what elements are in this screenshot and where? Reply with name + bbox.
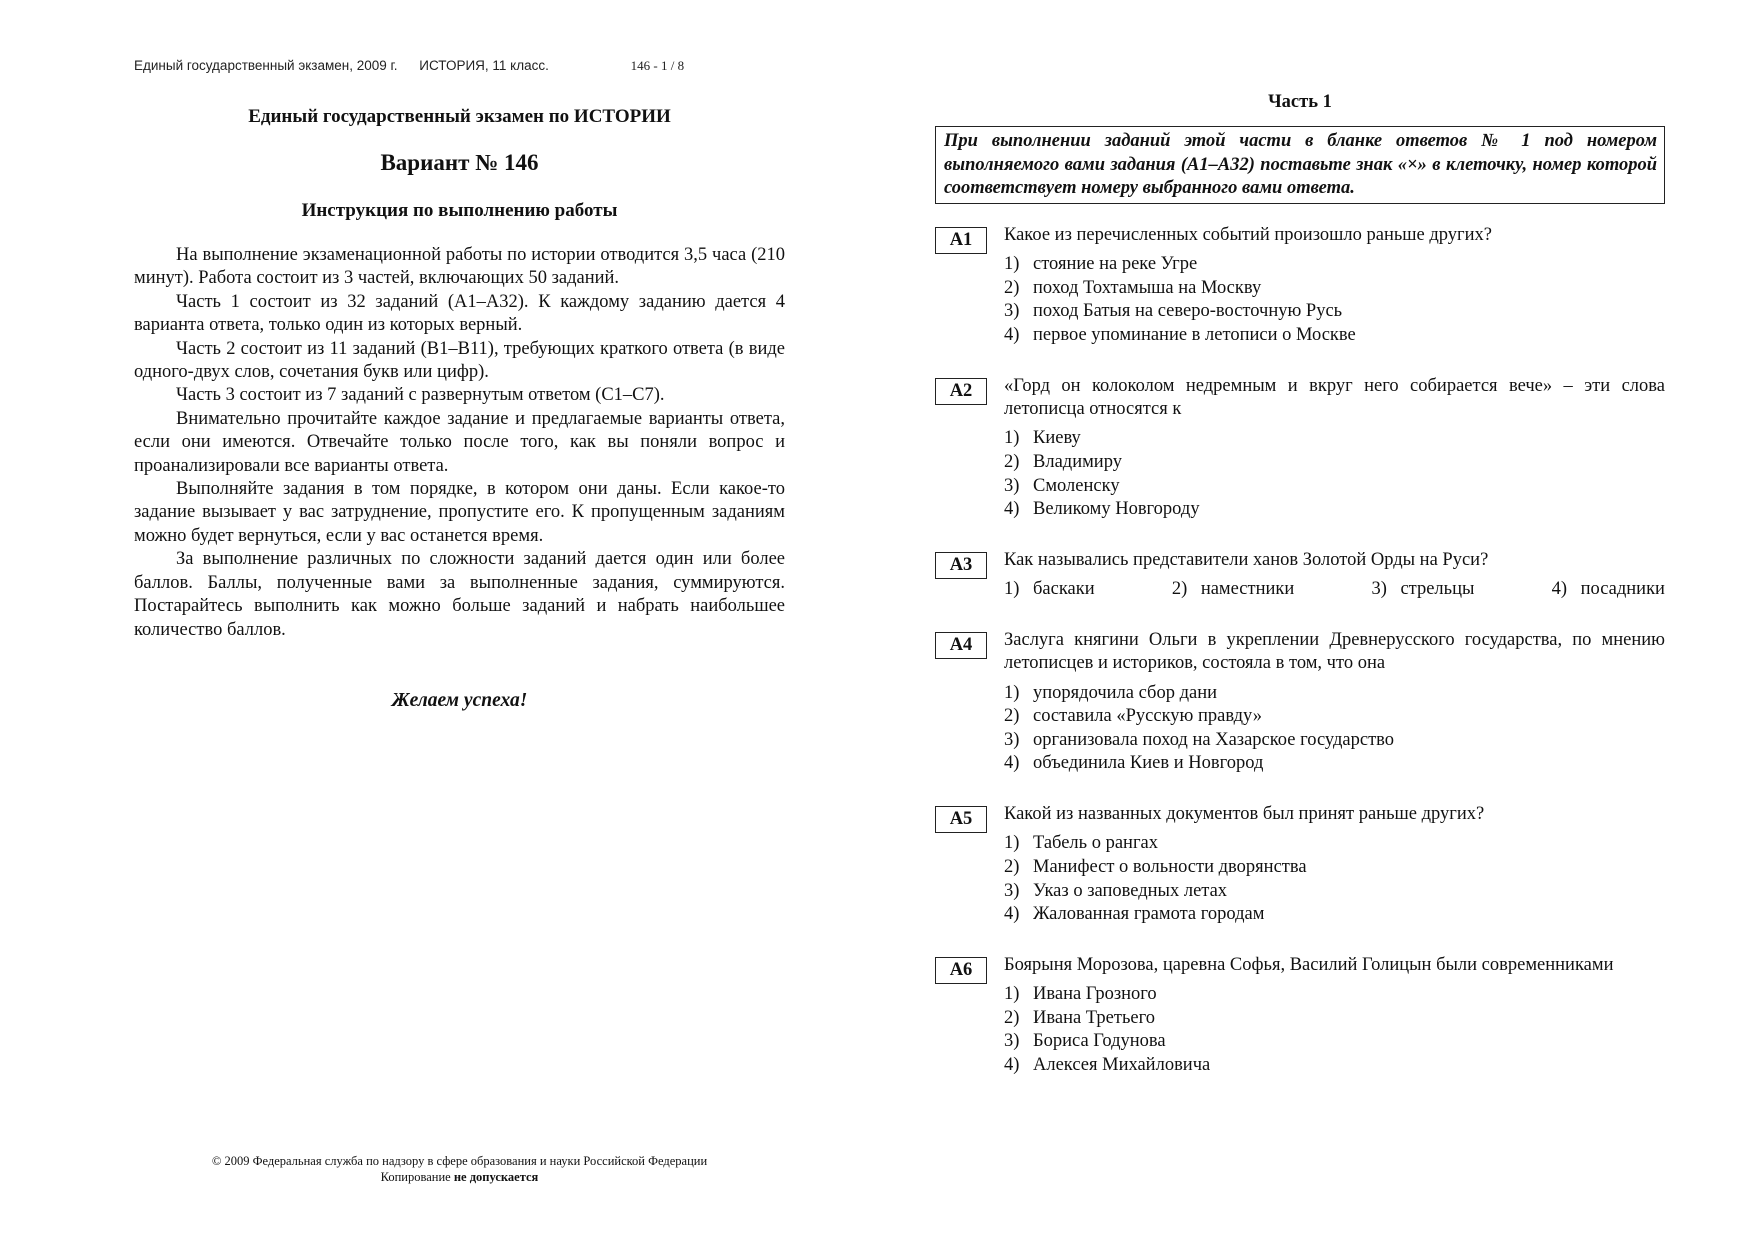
option-text: Алексея Михайловича <box>1033 1054 1211 1075</box>
option-number: 3) <box>1371 579 1387 600</box>
option-text: Великому Новгороду <box>1033 499 1200 520</box>
question-label: А4 <box>935 632 987 659</box>
option-number: 3) <box>1004 475 1020 496</box>
question-list <box>935 224 1665 1078</box>
copy-notice-emphasis: не допускается <box>453 1169 539 1184</box>
question-a3 <box>935 549 1665 602</box>
option-number: 1) <box>1004 428 1020 449</box>
question-label: А3 <box>935 552 987 579</box>
answer-option[interactable] <box>1004 578 1095 602</box>
option-text: Владимиру <box>1033 451 1122 472</box>
running-header <box>134 58 785 74</box>
document-title: Единый государственный экзамен по ИСТОРИИ <box>248 106 671 127</box>
question-a2 <box>935 375 1665 522</box>
answer-option[interactable] <box>1004 1054 1665 1078</box>
option-number: 4) <box>1004 324 1020 345</box>
instructions-paragraph: Часть 3 состоит из 7 заданий с развернутым ответом (С1–С7). <box>176 385 665 406</box>
question-text: Боярыня Морозова, царевна Софья, Василий Голицын были современниками <box>1004 954 1614 975</box>
copyright-line: © 2009 Федеральная служба по надзору в сфере образования и науки Российской Федерации <box>211 1154 708 1168</box>
option-number: 2) <box>1004 451 1020 472</box>
option-text: первое упоминание в летописи о Москве <box>1033 324 1356 345</box>
option-number: 2) <box>1004 277 1020 298</box>
answer-option[interactable] <box>1004 1007 1665 1031</box>
question-text: «Горд он колоколом недремным и вкруг него собирается вече» – эти слова летописца относятся к <box>1004 375 1665 419</box>
option-text: стояние на реке Угре <box>1033 254 1198 275</box>
option-number: 3) <box>1004 1031 1020 1052</box>
question-label: А1 <box>935 227 987 254</box>
left-page <box>134 58 785 712</box>
instructions-paragraph: Часть 1 состоит из 32 заданий (А1–А32). К каждому заданию дается 4 варианта ответа, только один из которых верный. <box>134 291 785 336</box>
option-text: наместники <box>1200 579 1295 600</box>
answer-option[interactable] <box>1004 983 1665 1007</box>
answer-option[interactable] <box>1004 1030 1665 1054</box>
option-text: Смоленску <box>1033 475 1120 496</box>
answer-option[interactable] <box>1004 832 1665 856</box>
answer-option[interactable] <box>1004 705 1665 729</box>
answer-option[interactable] <box>1004 880 1665 904</box>
option-number: 1) <box>1004 579 1020 600</box>
question-text: Как назывались представители ханов Золотой Орды на Руси? <box>1004 549 1489 570</box>
answer-options <box>1004 832 1665 926</box>
copyright-footer <box>134 1154 785 1185</box>
question-a1 <box>935 224 1665 348</box>
instructions-paragraph: На выполнение экзаменационной работы по истории отводится 3,5 часа (210 минут). Работа состоит из 3 частей, включающих 50 заданий. <box>134 245 785 289</box>
option-text: Киеву <box>1033 428 1081 449</box>
option-text: Ивана Третьего <box>1033 1007 1155 1028</box>
option-text: Манифест о вольности дворянства <box>1033 856 1307 877</box>
answer-option[interactable] <box>1004 475 1665 499</box>
question-text: Какое из перечисленных событий произошло раньше других? <box>1004 224 1492 245</box>
instructions-paragraph: За выполнение различных по сложности заданий дается один или более баллов. Баллы, полученные вами за выполненные задания, суммируются. Постарайтесь выполнить как можно больше заданий и набрать наибольшее количество баллов. <box>134 549 785 640</box>
option-number: 2) <box>1004 706 1020 727</box>
option-number: 2) <box>1171 579 1188 600</box>
option-text: поход Батыя на северо-восточную Русь <box>1033 301 1343 322</box>
option-text: стрельцы <box>1400 579 1475 600</box>
answer-option[interactable] <box>1004 682 1665 706</box>
answer-option[interactable] <box>1004 324 1665 348</box>
part-instruction-box: При выполнении заданий этой части в бланке ответов № 1 под номером выполняемого вами задания (А1–А32) поставьте знак «×» в клеточку, номер которой соответствует номеру выбранного вами ответа. <box>935 126 1665 204</box>
header-exam: Единый государственный экзамен, 2009 г. <box>134 58 398 73</box>
option-number: 4) <box>1004 499 1020 520</box>
instructions-text <box>134 244 785 642</box>
question-a6 <box>935 954 1665 1078</box>
question-a5 <box>935 803 1665 927</box>
answer-options <box>1004 682 1665 776</box>
instructions-paragraph: Внимательно прочитайте каждое задание и предлагаемые варианты ответа, если они имеются. Отвечайте только после того, как вы поняли вопрос и проанализировали все варианты ответа. <box>134 408 785 476</box>
instructions-paragraph: Выполняйте задания в том порядке, в котором они даны. Если какое-то задание вызывает у вас затруднение, пропустите его. К пропущенным заданиям можно будет вернуться, если у вас останется время. <box>134 479 785 546</box>
answer-options <box>1004 253 1665 347</box>
option-text: Жалованная грамота городам <box>1033 904 1265 925</box>
answer-option[interactable] <box>1552 578 1665 602</box>
option-text: составила «Русскую правду» <box>1033 706 1263 727</box>
answer-option[interactable] <box>1004 277 1665 301</box>
instructions-paragraph: Часть 2 состоит из 11 заданий (В1–В11), требующих краткого ответа (в виде одного-двух слов, сочетания букв или цифр). <box>134 338 785 383</box>
answer-options <box>1004 427 1665 521</box>
answer-option[interactable] <box>1004 300 1665 324</box>
answer-options <box>1004 983 1665 1077</box>
question-label: А6 <box>935 957 987 984</box>
question-a4 <box>935 629 1665 776</box>
header-subject: ИСТОРИЯ, 11 класс. <box>419 58 549 73</box>
option-text: объединила Киев и Новгород <box>1033 753 1264 774</box>
option-text: Бориса Годунова <box>1033 1031 1166 1052</box>
option-number: 4) <box>1004 1054 1020 1075</box>
option-number: 1) <box>1004 682 1020 703</box>
option-number: 2) <box>1004 856 1020 877</box>
option-number: 1) <box>1004 984 1020 1005</box>
option-text: посадники <box>1580 579 1665 600</box>
option-number: 1) <box>1004 254 1020 275</box>
option-number: 3) <box>1004 301 1020 322</box>
part-title: Часть 1 <box>1268 92 1332 112</box>
answer-options <box>1004 578 1665 602</box>
question-text: Заслуга княгини Ольги в укреплении Древнерусского государства, по мнению летописцев и историков, состояла в том, что она <box>1004 629 1665 674</box>
answer-option[interactable] <box>1004 903 1665 927</box>
answer-option[interactable] <box>1004 253 1665 277</box>
option-text: упорядочила сбор дани <box>1033 682 1218 703</box>
question-label: А5 <box>935 806 987 833</box>
option-text: организовала поход на Хазарское государство <box>1033 729 1395 750</box>
answer-option[interactable] <box>1004 498 1665 522</box>
option-number: 4) <box>1551 579 1568 600</box>
answer-option[interactable] <box>1004 427 1665 451</box>
option-number: 4) <box>1004 753 1020 774</box>
option-number: 3) <box>1004 880 1020 901</box>
copy-notice-prefix: Копирование <box>380 1169 451 1184</box>
option-number: 1) <box>1004 833 1020 854</box>
instructions-title: Инструкция по выполнению работы <box>301 200 618 221</box>
copy-notice <box>134 1170 785 1186</box>
question-text: Какой из названных документов был принят раньше других? <box>1004 803 1485 824</box>
header-page-number: 146 - 1 / 8 <box>630 58 685 73</box>
answer-option[interactable] <box>1004 451 1665 475</box>
option-text: Табель о рангах <box>1033 833 1159 854</box>
good-luck-wish: Желаем успеха! <box>391 689 528 711</box>
answer-option[interactable] <box>1004 752 1665 776</box>
option-text: поход Тохтамыша на Москву <box>1033 277 1262 298</box>
option-number: 4) <box>1004 904 1020 925</box>
answer-option[interactable] <box>1004 729 1665 753</box>
option-text: Ивана Грозного <box>1033 984 1157 1005</box>
option-text: Указ о заповедных летах <box>1033 880 1228 901</box>
option-number: 2) <box>1004 1007 1020 1028</box>
option-text: баскаки <box>1033 579 1095 600</box>
answer-option[interactable] <box>1371 578 1474 602</box>
option-number: 3) <box>1004 729 1020 750</box>
question-label: А2 <box>935 378 987 405</box>
right-page <box>935 92 1665 1105</box>
answer-option[interactable] <box>1004 856 1665 880</box>
answer-option[interactable] <box>1172 578 1294 602</box>
variant-title: Вариант № 146 <box>380 150 539 175</box>
